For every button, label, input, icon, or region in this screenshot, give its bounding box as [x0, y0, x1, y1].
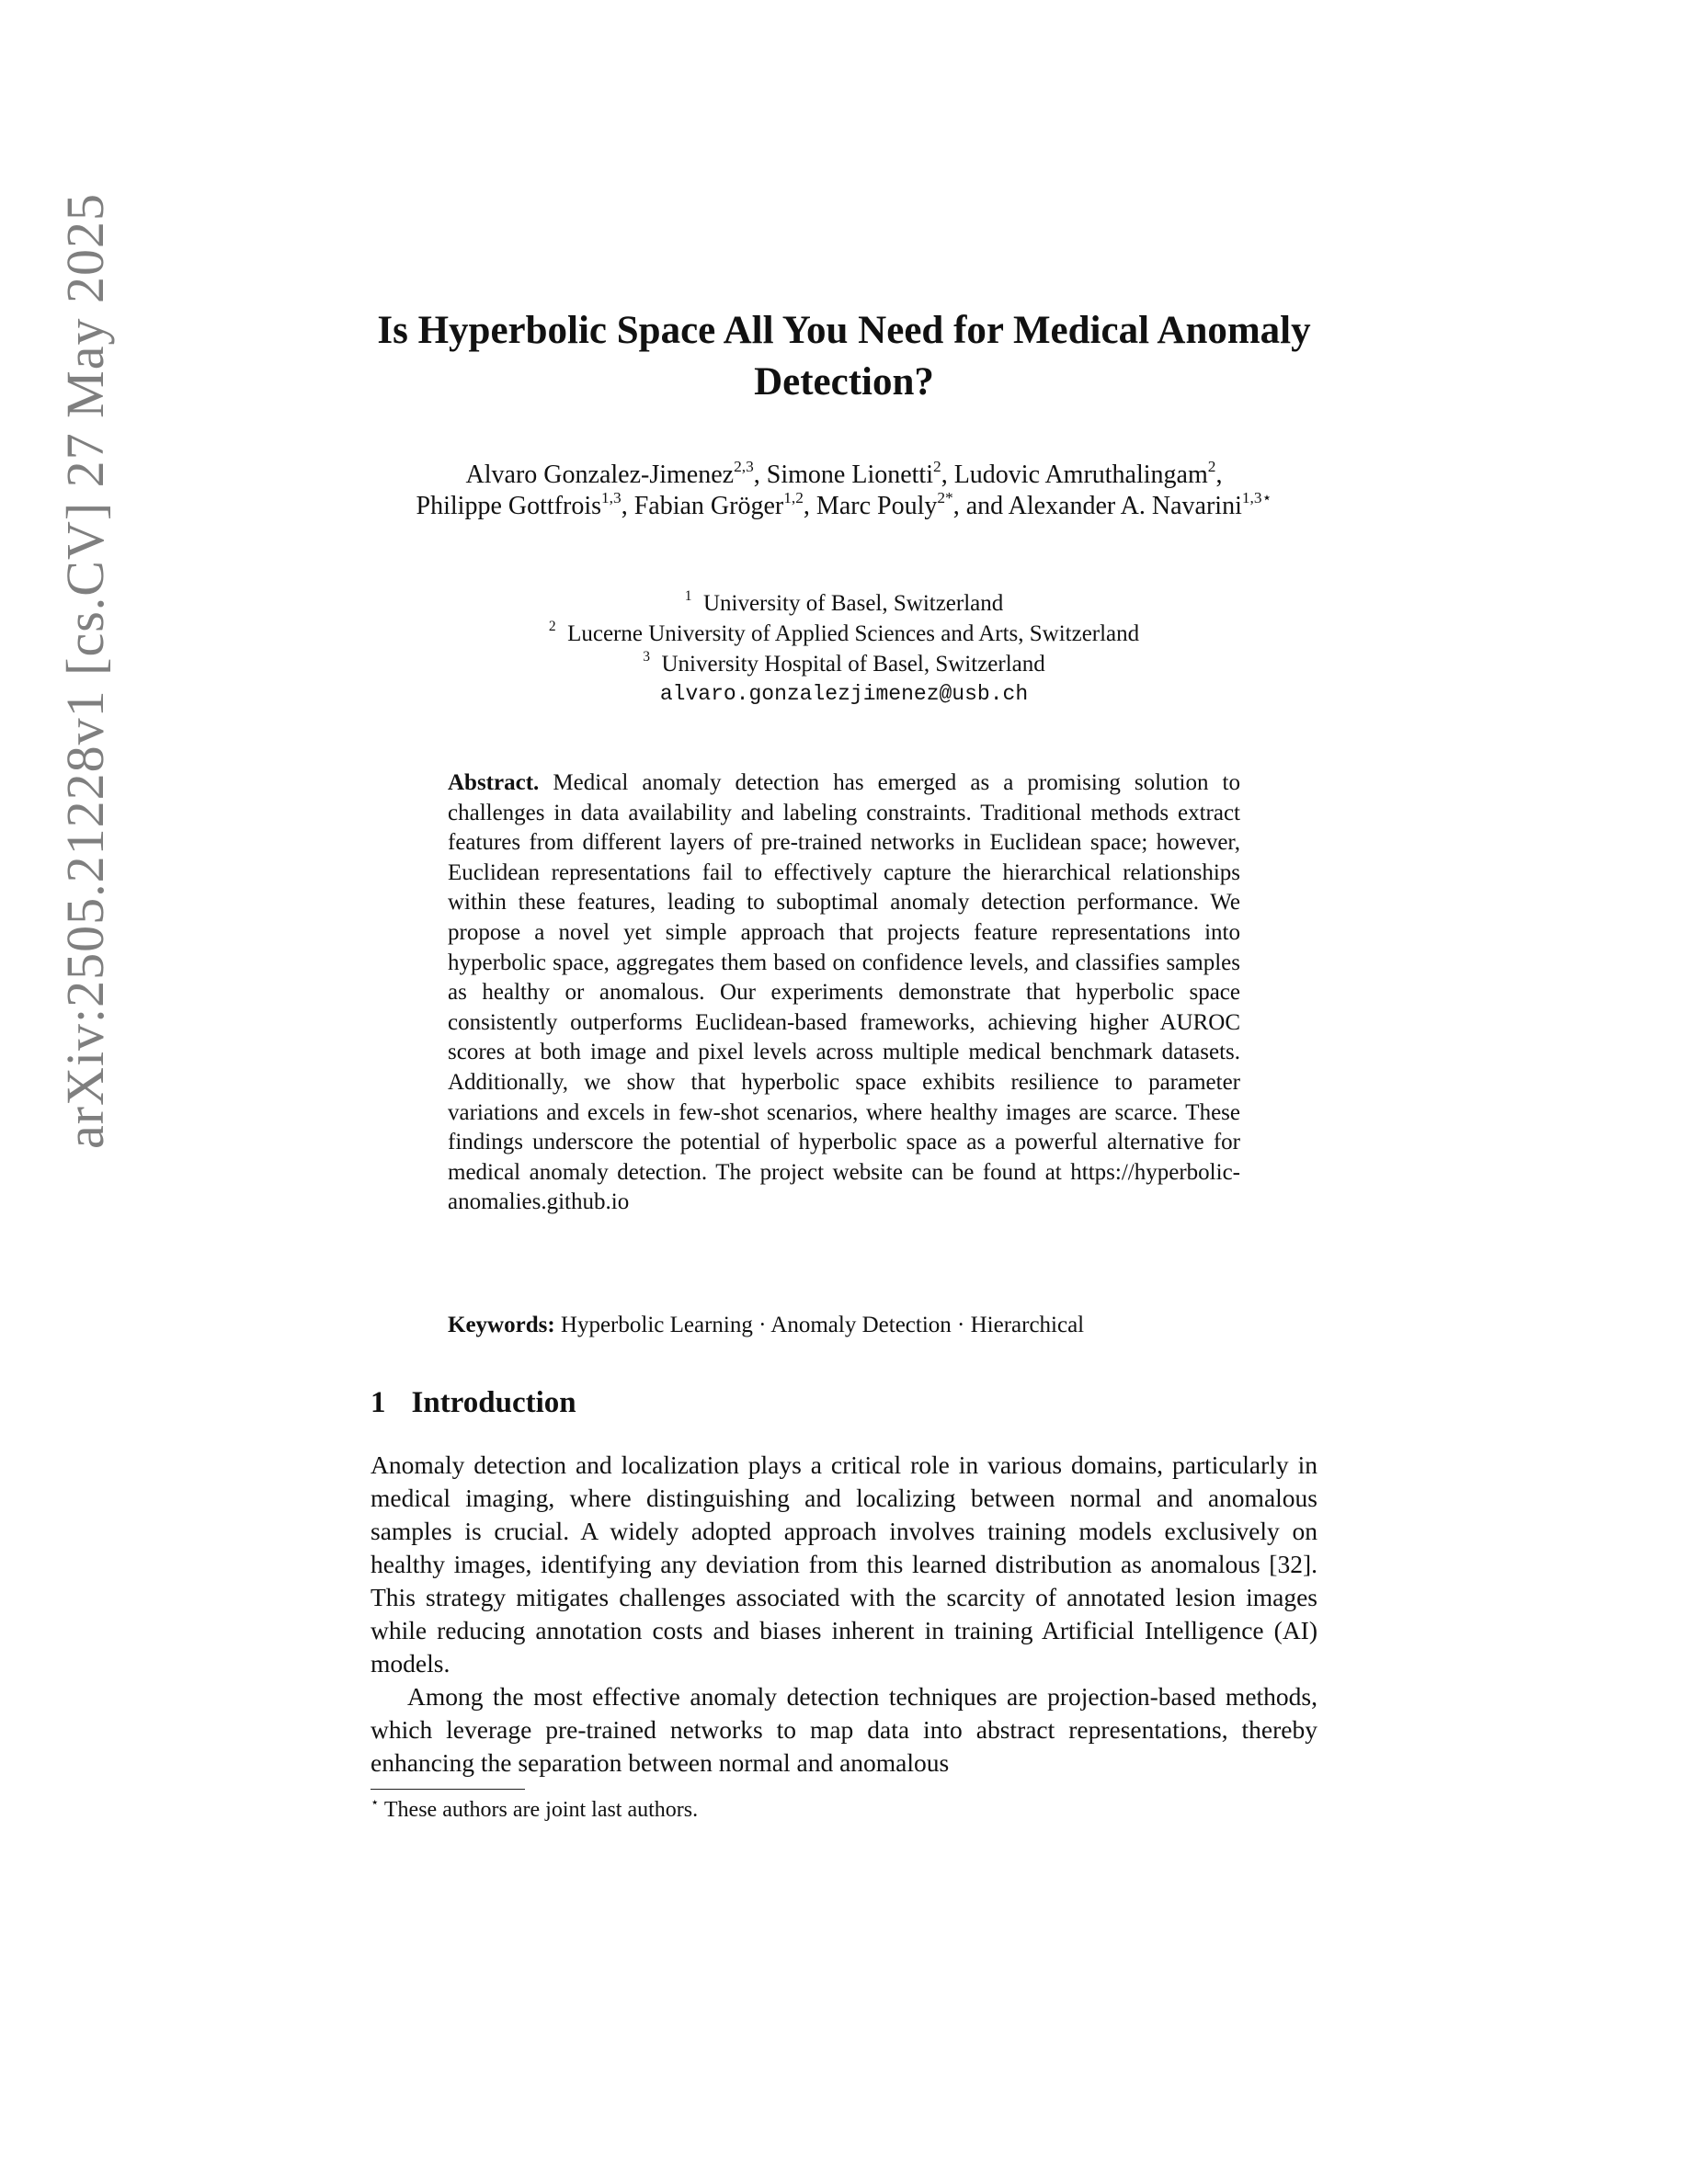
section-heading — [371, 1384, 576, 1421]
affiliation-list — [372, 588, 1316, 710]
section-title: Introduction — [411, 1386, 576, 1419]
keywords — [448, 1311, 1240, 1340]
author-affiliation-mark: 2 — [1207, 457, 1216, 475]
contact-email: alvaro.gonzalezjimenez@usb.ch — [659, 682, 1029, 706]
author: Simone Lionetti$^2$, — [766, 457, 954, 489]
author: Ludovic Amruthalingam$^2$, — [953, 457, 1223, 489]
keywords-text: Hyperbolic Learning · Anomaly Detection · Hierarchical — [560, 1313, 1085, 1337]
footnote-divider — [371, 1789, 525, 1790]
paragraph: Anomaly detection and localization plays a critical role in various domains, particularly in medical imaging, where distinguishing and localizing between normal and anomalous samples is crucial. A widely adopted approach involves training models exclusively on healthy images, identifying any deviation from this learned distribution as anomalous [32]. This strategy mitigates challenges associated with the scarcity of annotated lesion images while reducing annotation costs and biases inherent in training Artificial Intelligence (AI) models. — [371, 1450, 1317, 1678]
affiliation: $^2$ Lucerne University of Applied Sciences and Arts, Switzerland — [548, 619, 1140, 646]
author-affiliation-mark: 1,3 — [601, 488, 622, 506]
abstract — [448, 768, 1240, 1218]
author-affiliation-mark: 2* — [937, 488, 953, 506]
author: Fabian Gröger$^{1,2}$, — [633, 488, 816, 520]
author-affiliation-mark: 1,2 — [783, 488, 804, 506]
author: Alvaro Gonzalez-Jimenez$^{2,3}$, — [465, 457, 767, 489]
abstract-label: Abstract. — [448, 770, 540, 795]
author: Alexander A. Navarini$^{1,3⋆}$ — [1008, 488, 1272, 520]
affiliation: $^1$ University of Basel, Switzerland — [684, 588, 1004, 616]
paper-title: Is Hyperbolic Space All You Need for Medical Anomaly Detection? — [377, 309, 1311, 404]
author-affiliation-mark: 2 — [933, 457, 941, 475]
introduction-body — [371, 1449, 1317, 1780]
affiliation: $^3$ University Hospital of Basel, Switzerland — [643, 649, 1045, 677]
footnote-text: These authors are joint last authors. — [383, 1798, 699, 1822]
author: Marc Pouly$^{2*}$, and — [815, 488, 1009, 520]
abstract-text: Medical anomaly detection has emerged as a promising solution to challenges in data availability and labeling constraints. Traditional methods extract features from different layers of pre-trained networks in Euclidean space; however, Euclidean representations fail to effectively capture the hierarchical relationships within these features, leading to suboptimal anomaly detection performance. We propose a novel yet simple approach that projects feature representations into hyperbolic space, aggregates them based on confidence levels, and classifies samples as healthy or anomalous. Our experiments demonstrate that hyperbolic space consistently outperforms Euclidean-based frameworks, achieving higher AUROC scores at both image and pixel levels across multiple medical benchmark datasets. Additionally, we show that hyperbolic space exhibits resilience to parameter variations and excels in few-shot scenarios, where healthy images are scarce. These findings underscore the potential of hyperbolic space as a powerful alternative for medical anomaly detection. The project website can be found at https://hyperbolic-anomalies.github.io — [448, 770, 1240, 1215]
author-affiliation-mark: 2,3 — [734, 457, 754, 475]
author-list — [372, 457, 1316, 522]
arxiv-identifier: arXiv:2505.21228v1 [cs.CV] 27 May 2025 — [55, 192, 115, 1149]
author: Philippe Gottfrois$^{1,3}$, — [416, 488, 634, 520]
keywords-label: Keywords: — [448, 1313, 555, 1337]
paragraph: Among the most effective anomaly detection techniques are projection-based methods, which leverage pre-trained networks to map data into abstract representations, thereby enhancing the separation between normal and anomalous — [371, 1682, 1317, 1777]
author-affiliation-mark: 1,3⋆ — [1241, 488, 1272, 506]
footnote — [371, 1796, 1317, 1824]
section-number: 1 — [371, 1386, 386, 1419]
footnote-mark: ⋆ — [371, 1795, 380, 1811]
